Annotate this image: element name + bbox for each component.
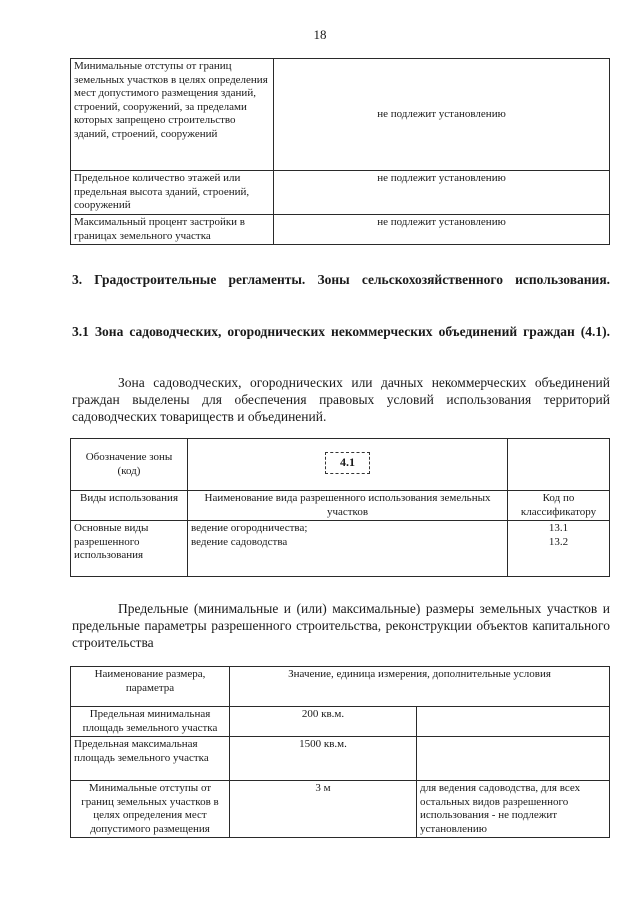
header-cell: Наименование вида разрешенного использования земельных участков (188, 491, 508, 521)
row-label-cell: Основные виды разрешенного использования (71, 521, 188, 577)
use-item: ведение огородничества; (191, 522, 308, 534)
use-item: ведение садоводства (191, 535, 288, 548)
code-item: 13.2 (548, 535, 569, 548)
value-cell: не подлежит установлению (274, 215, 610, 245)
param-cell: Предельная минимальная площадь земельного участка (71, 707, 230, 737)
value-cell: не подлежит установлению (274, 59, 610, 171)
table-row (71, 439, 610, 491)
table-row (71, 59, 610, 171)
param-cell: Максимальный процент застройки в границах земельного участка (71, 215, 274, 245)
header-cell: Виды использования (71, 491, 188, 521)
zone-table (70, 438, 610, 577)
param-cell: Предельное количество этажей или предельная высота зданий, строений, сооружений (71, 171, 274, 215)
page-number: 18 (313, 27, 327, 42)
header-cell: Значение, единица измерения, дополнительные условия (230, 667, 610, 707)
table-row (71, 737, 610, 781)
section-3-1-heading: 3.1 Зона садоводческих, огороднических некоммерческих объединений граждан (4.1). (72, 324, 610, 339)
param-cell: Предельная максимальная площадь земельного участка (71, 737, 230, 781)
note-cell: для ведения садоводства, для всех остальных видов разрешенного использования - не подлежит установлению (417, 781, 610, 838)
note-cell (417, 707, 610, 737)
empty-cell (508, 439, 610, 491)
parameters-table (70, 58, 610, 245)
section-3-heading: 3. Градостроительные регламенты. Зоны сельскохозяйственного использования. (72, 272, 610, 287)
header-cell: Наименование размера, параметра (71, 667, 230, 707)
table-row (71, 667, 610, 707)
table-row (71, 215, 610, 245)
uses-cell (188, 521, 508, 577)
value-cell: не подлежит установлению (274, 171, 610, 215)
limits-table (70, 666, 610, 838)
codes-cell (508, 521, 610, 577)
table-row (71, 491, 610, 521)
table-row (71, 171, 610, 215)
value-cell: 200 кв.м. (230, 707, 417, 737)
param-cell: Минимальные отступы от границ земельных участков в целях определения мест допустимого размещения зданий, строений, сооружений, за пределами которых запрещено строительство зданий, строений, сооружений (71, 59, 274, 171)
value-cell: 3 м (230, 781, 417, 838)
value-cell: 1500 кв.м. (230, 737, 417, 781)
table-row (71, 521, 610, 577)
param-cell: Минимальные отступы от границ земельных участков в целях определения мест допустимого размещения (71, 781, 230, 838)
zone-label-cell: Обозначение зоны (код) (71, 439, 188, 491)
zone-code-box: 4.1 (325, 452, 370, 474)
zone-paragraph: Зона садоводческих, огороднических или дачных некоммерческих объединений граждан выделены для обеспечения правовых условий использования территорий садоводческих товариществ и объединений. (72, 375, 610, 424)
code-item: 13.1 (548, 522, 569, 534)
table-row (71, 707, 610, 737)
table-row (71, 781, 610, 838)
header-cell: Код по классификатору (508, 491, 610, 521)
note-cell (417, 737, 610, 781)
zone-code-cell (188, 439, 508, 491)
limits-paragraph: Предельные (минимальные и (или) максимальные) размеры земельных участков и предельные параметры разрешенного строительства, реконструкции объектов капитального строительства (72, 601, 610, 650)
